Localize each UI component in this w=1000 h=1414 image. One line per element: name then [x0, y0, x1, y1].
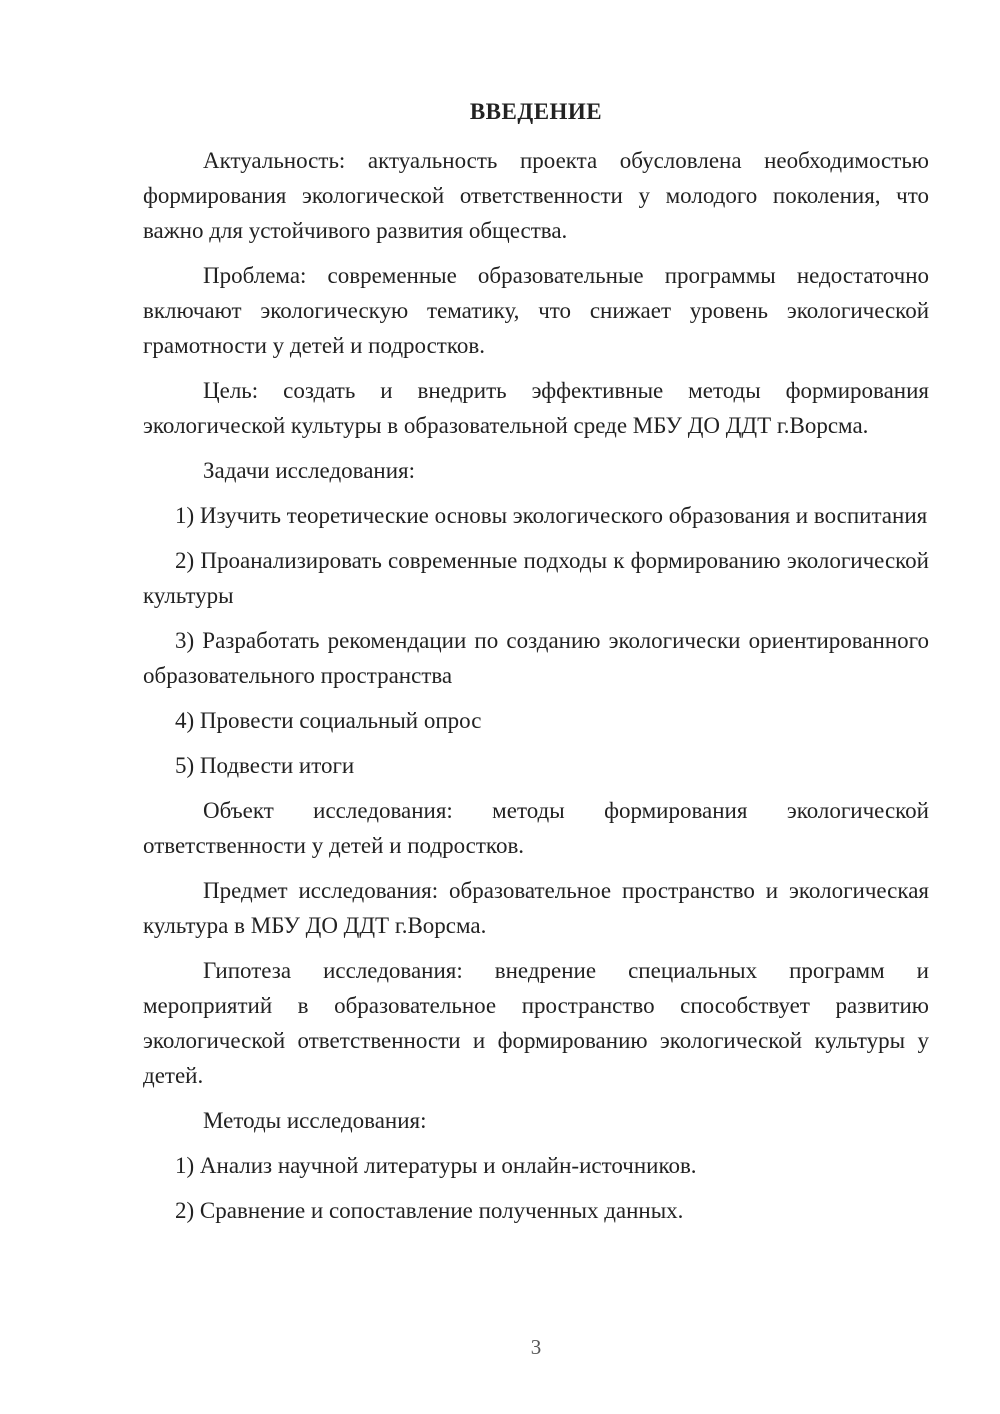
- page-number: 3: [530, 1335, 542, 1359]
- task-item-2: 2) Проанализировать современные подходы к формированию экологической культуры: [143, 548, 929, 608]
- task-item-1: 1) Изучить теоретические основы экологического образования и воспитания: [175, 503, 928, 528]
- task-item-4: 4) Провести социальный опрос: [175, 708, 482, 733]
- method-item-2: 2) Сравнение и сопоставление полученных данных.: [175, 1198, 684, 1223]
- goal-paragraph: Цель: создать и внедрить эффективные методы формирования экологической культуры в образовательной среде МБУ ДО ДДТ г.Ворсма.: [143, 378, 929, 438]
- method-item-1: 1) Анализ научной литературы и онлайн-источников.: [175, 1153, 697, 1178]
- tasks-heading: Задачи исследования:: [203, 458, 416, 483]
- task-item-3: 3) Разработать рекомендации по созданию экологически ориентированного образовательного пространства: [143, 628, 929, 688]
- problem-paragraph: Проблема: современные образовательные программы недостаточно включают экологическую тематику, что снижает уровень экологической грамотности у детей и подростков.: [143, 263, 929, 358]
- relevance-paragraph: Актуальность: актуальность проекта обусловлена необходимостью формирования экологической ответственности у молодого поколения, что важно для устойчивого развития общества.: [143, 148, 929, 243]
- page-title: ВВЕДЕНИЕ: [469, 99, 603, 124]
- hypothesis-paragraph: Гипотеза исследования: внедрение специальных программ и мероприятий в образовательное пространство способствует развитию экологической ответственности и формированию экологической культуры у детей.: [143, 958, 929, 1088]
- object-paragraph: Объект исследования: методы формирования экологической ответственности у детей и подростков.: [143, 798, 929, 858]
- methods-heading: Методы исследования:: [203, 1108, 427, 1133]
- subject-paragraph: Предмет исследования: образовательное пространство и экологическая культура в МБУ ДО ДДТ г.Ворсма.: [143, 878, 929, 938]
- document-body: [143, 143, 929, 1238]
- task-item-5: 5) Подвести итоги: [175, 753, 355, 778]
